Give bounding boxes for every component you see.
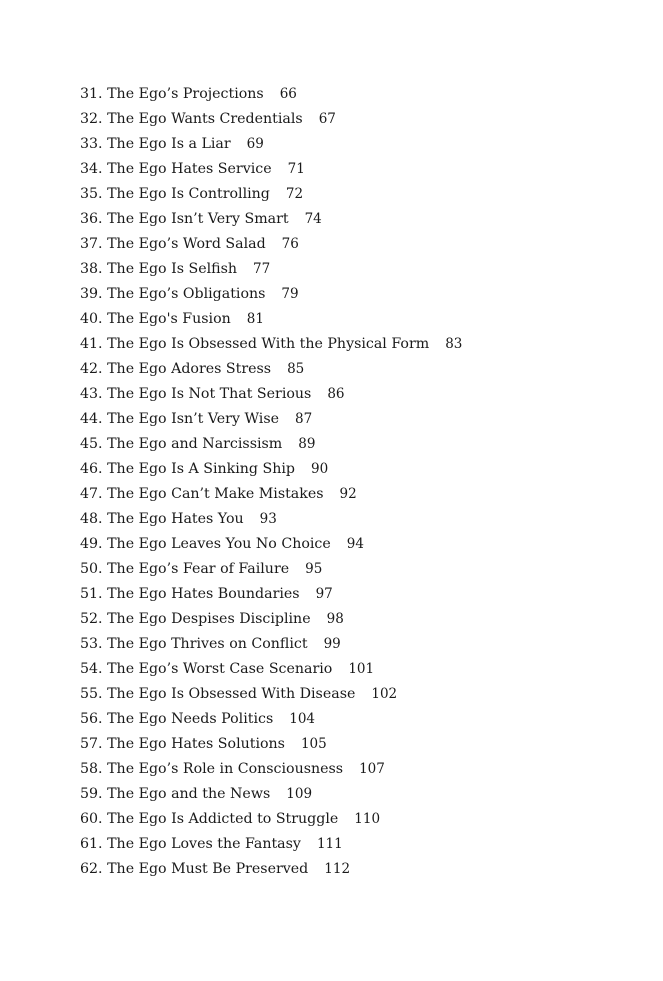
entry-page-number: 93 <box>259 511 277 527</box>
toc-entry[interactable] <box>80 632 640 657</box>
entry-number: 38. <box>80 261 103 277</box>
entry-page-number: 94 <box>346 536 364 552</box>
entry-page-number: 107 <box>359 761 385 777</box>
toc-entry[interactable] <box>80 82 640 107</box>
entry-title: The Ego’s Projections <box>107 86 264 102</box>
entry-page-number: 81 <box>246 311 264 327</box>
table-of-contents <box>80 82 640 882</box>
entry-page-number: 99 <box>323 636 341 652</box>
entry-page-number: 110 <box>354 811 381 827</box>
entry-number: 59. <box>80 786 103 802</box>
toc-entry[interactable] <box>80 407 640 432</box>
entry-page-number: 77 <box>253 261 271 277</box>
entry-number: 39. <box>80 286 103 302</box>
entry-page-number: 86 <box>327 386 345 402</box>
entry-number: 46. <box>80 461 103 477</box>
entry-number: 61. <box>80 836 103 852</box>
toc-entry[interactable] <box>80 582 640 607</box>
entry-title: The Ego Hates Solutions <box>107 736 285 752</box>
toc-entry[interactable] <box>80 807 640 832</box>
entry-number: 42. <box>80 361 103 377</box>
entry-number: 44. <box>80 411 103 427</box>
entry-page-number: 66 <box>279 86 297 102</box>
entry-page-number: 95 <box>305 561 323 577</box>
entry-number: 52. <box>80 611 103 627</box>
toc-entry[interactable] <box>80 432 640 457</box>
entry-page-number: 90 <box>310 461 329 477</box>
toc-entry[interactable] <box>80 282 640 307</box>
entry-title: The Ego’s Obligations <box>107 286 266 302</box>
entry-number: 36. <box>80 211 103 227</box>
entry-title: The Ego Wants Credentials <box>107 111 303 127</box>
toc-entry[interactable] <box>80 857 640 882</box>
entry-page-number: 85 <box>287 361 305 377</box>
toc-entry[interactable] <box>80 782 640 807</box>
entry-title: The Ego and Narcissism <box>107 436 283 452</box>
entry-page-number: 83 <box>445 336 463 352</box>
toc-entry[interactable] <box>80 107 640 132</box>
entry-page-number: 72 <box>285 186 304 202</box>
entry-title: The Ego Is Selfish <box>107 261 238 277</box>
entry-page-number: 79 <box>281 286 299 302</box>
entry-number: 41. <box>80 336 103 352</box>
entry-title: The Ego Is A Sinking Ship <box>107 461 295 477</box>
toc-entry[interactable] <box>80 682 640 707</box>
entry-title: The Ego and the News <box>107 786 271 802</box>
entry-title: The Ego’s Worst Case Scenario <box>107 661 333 677</box>
toc-entry[interactable] <box>80 657 640 682</box>
entry-title: The Ego Is Not That Serious <box>107 386 312 402</box>
entry-title: The Ego Is Obsessed With Disease <box>107 686 356 702</box>
entry-page-number: 97 <box>315 586 333 602</box>
entry-title: The Ego Is Controlling <box>107 186 270 202</box>
entry-number: 60. <box>80 811 103 827</box>
entry-title: The Ego Hates Service <box>107 161 272 177</box>
toc-entry[interactable] <box>80 157 640 182</box>
entry-number: 45. <box>80 436 103 452</box>
entry-title: The Ego Needs Politics <box>107 711 274 727</box>
entry-page-number: 71 <box>287 161 305 177</box>
entry-page-number: 87 <box>295 411 313 427</box>
toc-entry[interactable] <box>80 707 640 732</box>
entry-number: 55. <box>80 686 103 702</box>
toc-entry[interactable] <box>80 357 640 382</box>
entry-title: The Ego Hates Boundaries <box>107 586 300 602</box>
entry-title: The Ego Loves the Fantasy <box>107 836 301 852</box>
entry-title: The Ego Isn’t Very Smart <box>107 211 289 227</box>
entry-title: The Ego Is a Liar <box>107 136 231 152</box>
entry-page-number: 76 <box>281 236 299 252</box>
toc-entry[interactable] <box>80 757 640 782</box>
toc-entry[interactable] <box>80 307 640 332</box>
toc-entry[interactable] <box>80 507 640 532</box>
entry-title: The Ego Leaves You No Choice <box>107 536 331 552</box>
entry-page-number: 104 <box>289 711 316 727</box>
toc-entry[interactable] <box>80 557 640 582</box>
entry-page-number: 69 <box>246 136 264 152</box>
entry-number: 33. <box>80 136 103 152</box>
toc-entry[interactable] <box>80 532 640 557</box>
toc-entry[interactable] <box>80 607 640 632</box>
entry-title: The Ego Can’t Make Mistakes <box>107 486 324 502</box>
entry-number: 43. <box>80 386 103 402</box>
toc-entry[interactable] <box>80 132 640 157</box>
toc-entry[interactable] <box>80 482 640 507</box>
entry-page-number: 98 <box>326 611 344 627</box>
entry-number: 54. <box>80 661 103 677</box>
entry-title: The Ego’s Fear of Failure <box>107 561 290 577</box>
entry-page-number: 105 <box>300 736 327 752</box>
entry-number: 47. <box>80 486 103 502</box>
entry-title: The Ego Thrives on Conflict <box>107 636 308 652</box>
entry-title: The Ego Despises Discipline <box>107 611 311 627</box>
toc-entry[interactable] <box>80 207 640 232</box>
entry-page-number: 101 <box>348 661 375 677</box>
entry-page-number: 102 <box>371 686 398 702</box>
entry-page-number: 111 <box>316 836 343 852</box>
entry-number: 62. <box>80 861 103 877</box>
entry-number: 37. <box>80 236 103 252</box>
toc-entry[interactable] <box>80 332 640 357</box>
entry-page-number: 109 <box>286 786 313 802</box>
entry-number: 50. <box>80 561 103 577</box>
entry-number: 40. <box>80 311 103 327</box>
entry-title: The Ego Adores Stress <box>107 361 272 377</box>
entry-title: The Ego Is Obsessed With the Physical Form <box>107 336 430 352</box>
entry-page-number: 74 <box>304 211 322 227</box>
entry-number: 35. <box>80 186 103 202</box>
entry-number: 53. <box>80 636 103 652</box>
entry-number: 34. <box>80 161 103 177</box>
entry-page-number: 112 <box>324 861 351 877</box>
entry-page-number: 67 <box>318 111 336 127</box>
entry-number: 56. <box>80 711 103 727</box>
toc-entry[interactable] <box>80 257 640 282</box>
entry-title: The Ego’s Word Salad <box>107 236 266 252</box>
entry-number: 57. <box>80 736 103 752</box>
toc-entry[interactable] <box>80 457 640 482</box>
entry-title: The Ego Must Be Preserved <box>107 861 309 877</box>
entry-page-number: 89 <box>298 436 316 452</box>
entry-number: 31. <box>80 86 103 102</box>
entry-title: The Ego Is Addicted to Struggle <box>107 811 339 827</box>
entry-title: The Ego’s Role in Consciousness <box>107 761 344 777</box>
entry-number: 32. <box>80 111 103 127</box>
toc-entry[interactable] <box>80 732 640 757</box>
toc-entry[interactable] <box>80 832 640 857</box>
entry-page-number: 92 <box>339 486 357 502</box>
entry-number: 51. <box>80 586 103 602</box>
entry-title: The Ego's Fusion <box>107 311 231 327</box>
entry-number: 58. <box>80 761 103 777</box>
toc-entry[interactable] <box>80 232 640 257</box>
entry-number: 48. <box>80 511 103 527</box>
toc-entry[interactable] <box>80 182 640 207</box>
entry-title: The Ego Hates You <box>107 511 244 527</box>
entry-title: The Ego Isn’t Very Wise <box>107 411 280 427</box>
toc-entry[interactable] <box>80 382 640 407</box>
entry-number: 49. <box>80 536 103 552</box>
